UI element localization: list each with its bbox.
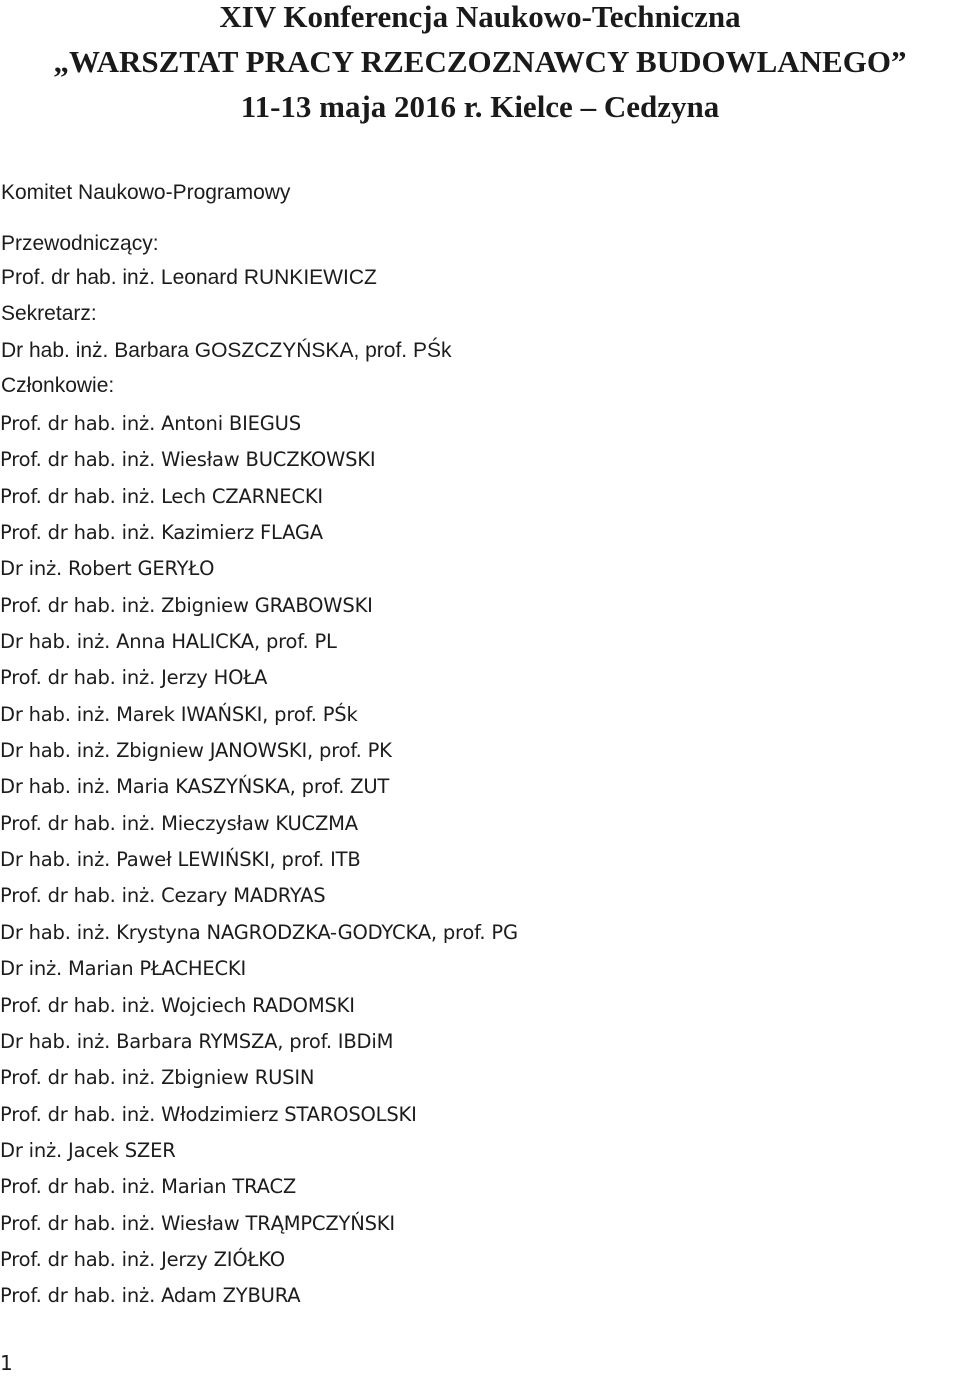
member-item: Dr hab. inż. Maria KASZYŃSKA, prof. ZUT [0,775,390,799]
member-item: Dr inż. Robert GERYŁO [0,557,215,581]
member-item: Dr hab. inż. Zbigniew JANOWSKI, prof. PK [0,739,392,763]
chair-label: Przewodniczący: [1,232,159,255]
member-item: Prof. dr hab. inż. Marian TRACZ [0,1175,297,1199]
member-item: Prof. dr hab. inż. Kazimierz FLAGA [0,521,323,545]
secretary-label: Sekretarz: [1,302,97,325]
workshop-title: „WARSZTAT PRACY RZECZOZNAWCY BUDOWLANEGO” [53,44,907,79]
member-item: Dr hab. inż. Marek IWAŃSKI, prof. PŚk [0,702,358,726]
member-item: Prof. dr hab. inż. Adam ZYBURA [0,1284,301,1308]
conference-date-place: 11-13 maja 2016 r. Kielce – Cedzyna [240,89,720,124]
member-item: Prof. dr hab. inż. Cezary MADRYAS [0,884,326,908]
member-item: Prof. dr hab. inż. Mieczysław KUCZMA [0,811,358,835]
member-item: Prof. dr hab. inż. Zbigniew RUSIN [0,1066,315,1090]
member-item: Prof. dr hab. inż. Antoni BIEGUS [0,412,301,435]
members-label: Członkowie: [1,374,115,397]
member-item: Dr hab. inż. Barbara RYMSZA, prof. IBDiM [0,1029,394,1053]
member-item: Prof. dr hab. inż. Wiesław TRĄMPCZYŃSKI [0,1211,395,1235]
member-item: Prof. dr hab. inż. Jerzy HOŁA [0,666,268,690]
member-item: Prof. dr hab. inż. Jerzy ZIÓŁKO [0,1247,285,1271]
member-item: Dr inż. Jacek SZER [0,1138,176,1162]
member-item: Prof. dr hab. inż. Zbigniew GRABOWSKI [0,593,373,617]
secretary-name: Dr hab. inż. Barbara GOSZCZYŃSKA, prof. PŚk [1,339,452,362]
member-item: Prof. dr hab. inż. Wojciech RADOMSKI [0,993,355,1017]
member-item: Dr hab. inż. Paweł LEWIŃSKI, prof. ITB [0,848,361,872]
page-number: 1 [0,1351,13,1375]
member-item: Dr hab. inż. Anna HALICKA, prof. PL [0,630,337,654]
committee-title: Komitet Naukowo-Programowy [1,181,291,204]
member-item: Prof. dr hab. inż. Lech CZARNECKI [0,484,323,508]
member-item: Prof. dr hab. inż. Wiesław BUCZKOWSKI [0,448,376,472]
member-list [0,409,518,1318]
member-item: Dr hab. inż. Krystyna NAGRODZKA-GODYCKA, prof. PG [0,920,518,944]
chair-name: Prof. dr hab. inż. Leonard RUNKIEWICZ [1,266,377,289]
conference-title: XIV Konferencja Naukowo-Techniczna [219,0,741,34]
member-item: Prof. dr hab. inż. Włodzimierz STAROSOLSKI [0,1102,417,1126]
member-item: Dr inż. Marian PŁACHECKI [0,957,247,981]
